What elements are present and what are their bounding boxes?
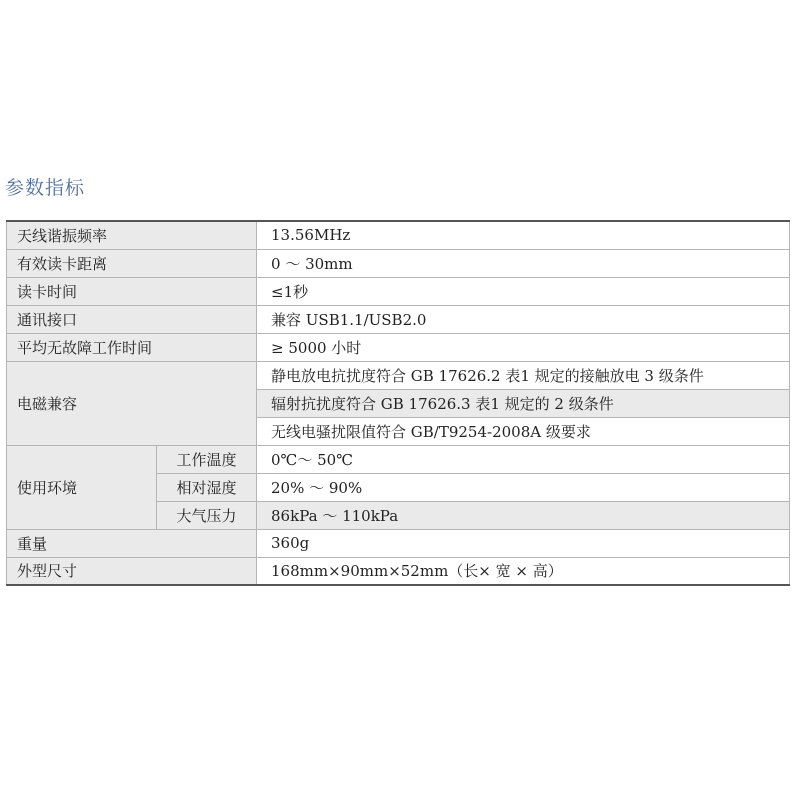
- table-row: [7, 249, 790, 277]
- table-row: [7, 361, 790, 389]
- table-row: [7, 445, 790, 473]
- row-value: ≤1秒: [257, 277, 790, 305]
- table-row: [7, 557, 790, 585]
- row-label: 重量: [7, 529, 257, 557]
- row-label-emc: 电磁兼容: [7, 361, 257, 445]
- row-value: 20% ～ 90%: [257, 473, 790, 501]
- row-value: 兼容 USB1.1/USB2.0: [257, 305, 790, 333]
- row-value: ≥ 5000 小时: [257, 333, 790, 361]
- row-value: 0 ～ 30mm: [257, 249, 790, 277]
- row-label: 外型尺寸: [7, 557, 257, 585]
- row-value: 13.56MHz: [257, 221, 790, 249]
- row-value: 辐射抗扰度符合 GB 17626.3 表1 规定的 2 级条件: [257, 389, 790, 417]
- row-value: 无线电骚扰限值符合 GB/T9254-2008A 级要求: [257, 417, 790, 445]
- row-label: 通讯接口: [7, 305, 257, 333]
- row-label: 读卡时间: [7, 277, 257, 305]
- row-value: 86kPa ～ 110kPa: [257, 501, 790, 529]
- table-row: [7, 221, 790, 249]
- row-label: 有效读卡距离: [7, 249, 257, 277]
- row-value: 168mm×90mm×52mm（长× 宽 × 高）: [257, 557, 790, 585]
- page-title: 参数指标: [5, 177, 86, 199]
- row-label: 平均无故障工作时间: [7, 333, 257, 361]
- row-value: 360g: [257, 529, 790, 557]
- sub-label: 相对湿度: [157, 473, 257, 501]
- row-label: 天线谐振频率: [7, 221, 257, 249]
- sub-label: 大气压力: [157, 501, 257, 529]
- row-label-env: 使用环境: [7, 445, 157, 529]
- spec-table: [6, 220, 790, 586]
- table-row: [7, 277, 790, 305]
- row-value: 静电放电抗扰度符合 GB 17626.2 表1 规定的接触放电 3 级条件: [257, 361, 790, 389]
- table-row: [7, 333, 790, 361]
- sub-label: 工作温度: [157, 445, 257, 473]
- row-value: 0℃～ 50℃: [257, 445, 790, 473]
- table-row: [7, 305, 790, 333]
- table-row: [7, 529, 790, 557]
